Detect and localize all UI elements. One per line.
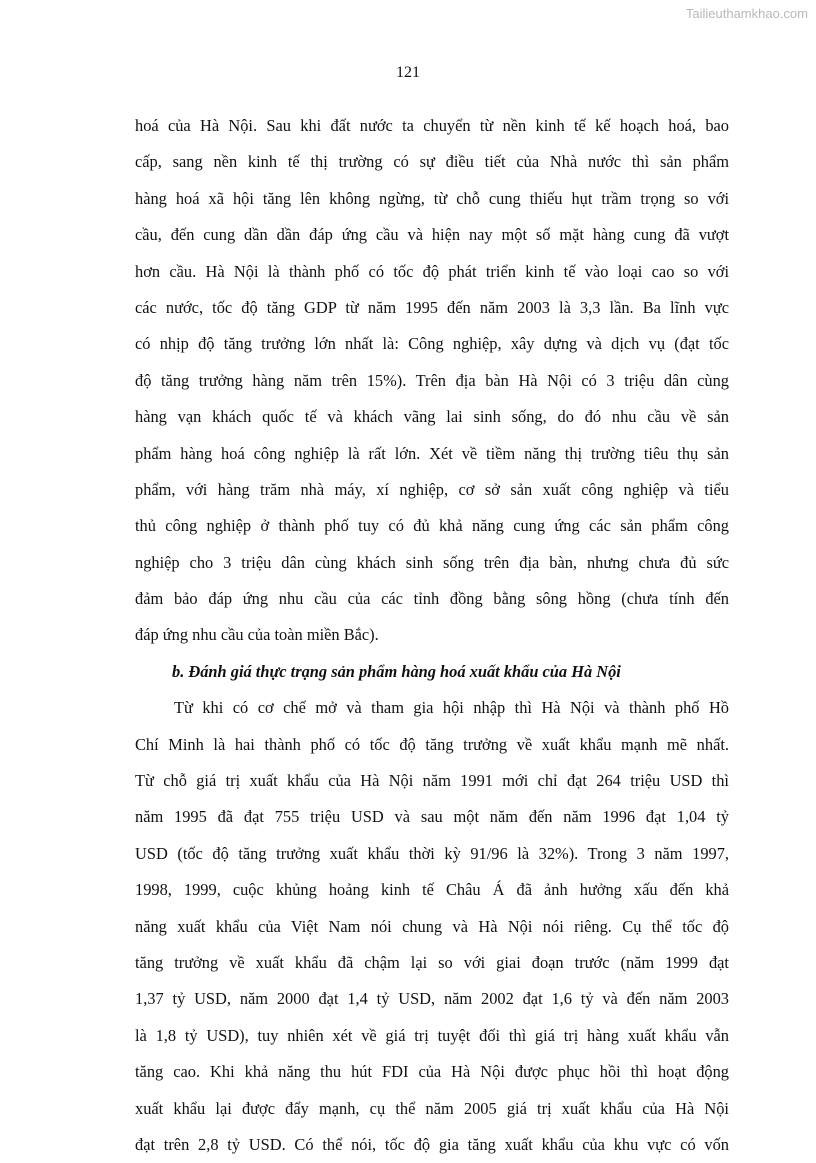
text-line: là 1,8 tỷ USD), tuy nhiên xét về giá trị tuyệt đối thì giá trị hàng xuất khẩu vẫn xyxy=(135,1025,729,1045)
text-line: tăng cao. Khi khả năng thu hút FDI của Hà Nội được phục hồi thì hoạt động xyxy=(135,1062,729,1082)
text-line: năm 1995 đã đạt 755 triệu USD và sau một năm đến năm 1996 đạt 1,04 tỷ xyxy=(135,807,729,827)
text-line: hàng vạn khách quốc tế và khách vãng lai sinh sống, do đó nhu cầu về sản xyxy=(135,407,729,427)
text-line: xuất khẩu lại được đẩy mạnh, cụ thể năm 2005 giá trị xuất khẩu của Hà Nội xyxy=(135,1098,729,1118)
text-line: phẩm, với hàng trăm nhà máy, xí nghiệp, cơ sở sản xuất công nghiệp và tiểu xyxy=(135,479,729,499)
paragraph-2 xyxy=(135,690,729,1163)
text-line: các nước, tốc độ tăng GDP từ năm 1995 đến năm 2003 là 3,3 lần. Ba lĩnh vực xyxy=(135,297,729,317)
page-number: 121 xyxy=(396,64,420,81)
text-line: Từ chỗ giá trị xuất khẩu của Hà Nội năm 1991 mới chỉ đạt 264 triệu USD thì xyxy=(135,771,729,791)
text-line: thủ công nghiệp ở thành phố tuy có đủ khả năng cung ứng các sản phẩm công xyxy=(135,516,729,536)
text-line: tăng trưởng về xuất khẩu đã chậm lại so với giai đoạn trước (năm 1999 đạt xyxy=(135,952,729,972)
text-line: đáp ứng nhu cầu của toàn miền Bắc). xyxy=(135,625,379,645)
section-heading: b. Đánh giá thực trạng sản phẩm hàng hoá xuất khẩu của Hà Nội xyxy=(172,661,621,681)
document-body xyxy=(135,108,729,1163)
paragraph-1 xyxy=(135,108,729,654)
text-line: đảm bảo đáp ứng nhu cầu của các tỉnh đồng bằng sông hồng (chưa tính đến xyxy=(135,589,729,609)
text-line: hơn cầu. Hà Nội là thành phố có tốc độ phát triển kinh tế vào loại cao so với xyxy=(135,261,729,281)
text-line: USD (tốc độ tăng trưởng xuất khẩu thời kỳ 91/96 là 32%). Trong 3 năm 1997, xyxy=(135,843,729,863)
text-line: phẩm hàng hoá công nghiệp là rất lớn. Xét về tiềm năng thị trường tiêu thụ sản xyxy=(135,443,729,463)
text-line: 1998, 1999, cuộc khủng hoảng kinh tế Châu Á đã ảnh hưởng xấu đến khả xyxy=(135,880,729,900)
text-line: nghiệp cho 3 triệu dân cùng khách sinh sống trên địa bàn, nhưng chưa đủ sức xyxy=(135,552,729,572)
text-line: cầu, đến cung dần dần đáp ứng cầu và hiện nay một số mặt hàng cung đã vượt xyxy=(135,225,729,245)
text-line: 1,37 tỷ USD, năm 2000 đạt 1,4 tỷ USD, năm 2002 đạt 1,6 tỷ và đến năm 2003 xyxy=(135,989,729,1009)
text-line: độ tăng trưởng hàng năm trên 15%). Trên địa bàn Hà Nội có 3 triệu dân cùng xyxy=(135,370,729,390)
text-line: Từ khi có cơ chế mở và tham gia hội nhập thì Hà Nội và thành phố Hồ xyxy=(174,698,729,718)
text-line: Chí Minh là hai thành phố có tốc độ tăng trưởng về xuất khẩu mạnh mẽ nhất. xyxy=(135,734,729,754)
text-line: có nhịp độ tăng trưởng lớn nhất là: Công nghiệp, xây dựng và dịch vụ (đạt tốc xyxy=(135,334,729,354)
text-line: năng xuất khẩu của Việt Nam nói chung và Hà Nội nói riêng. Cụ thể tốc độ xyxy=(135,916,729,936)
text-line: hoá của Hà Nội. Sau khi đất nước ta chuyển từ nền kinh tế kế hoạch hoá, bao xyxy=(135,116,729,135)
watermark: Tailieuthamkhao.com xyxy=(685,6,808,21)
text-line: đạt trên 2,8 tỷ USD. Có thể nói, tốc độ gia tăng xuất khẩu của khu vực có vốn xyxy=(135,1134,729,1154)
text-line: cấp, sang nền kinh tế thị trường có sự điều tiết của Nhà nước thì sản phẩm xyxy=(135,152,729,172)
text-line: hàng hoá xã hội tăng lên không ngừng, từ chỗ cung thiếu hụt trầm trọng so với xyxy=(135,188,729,208)
